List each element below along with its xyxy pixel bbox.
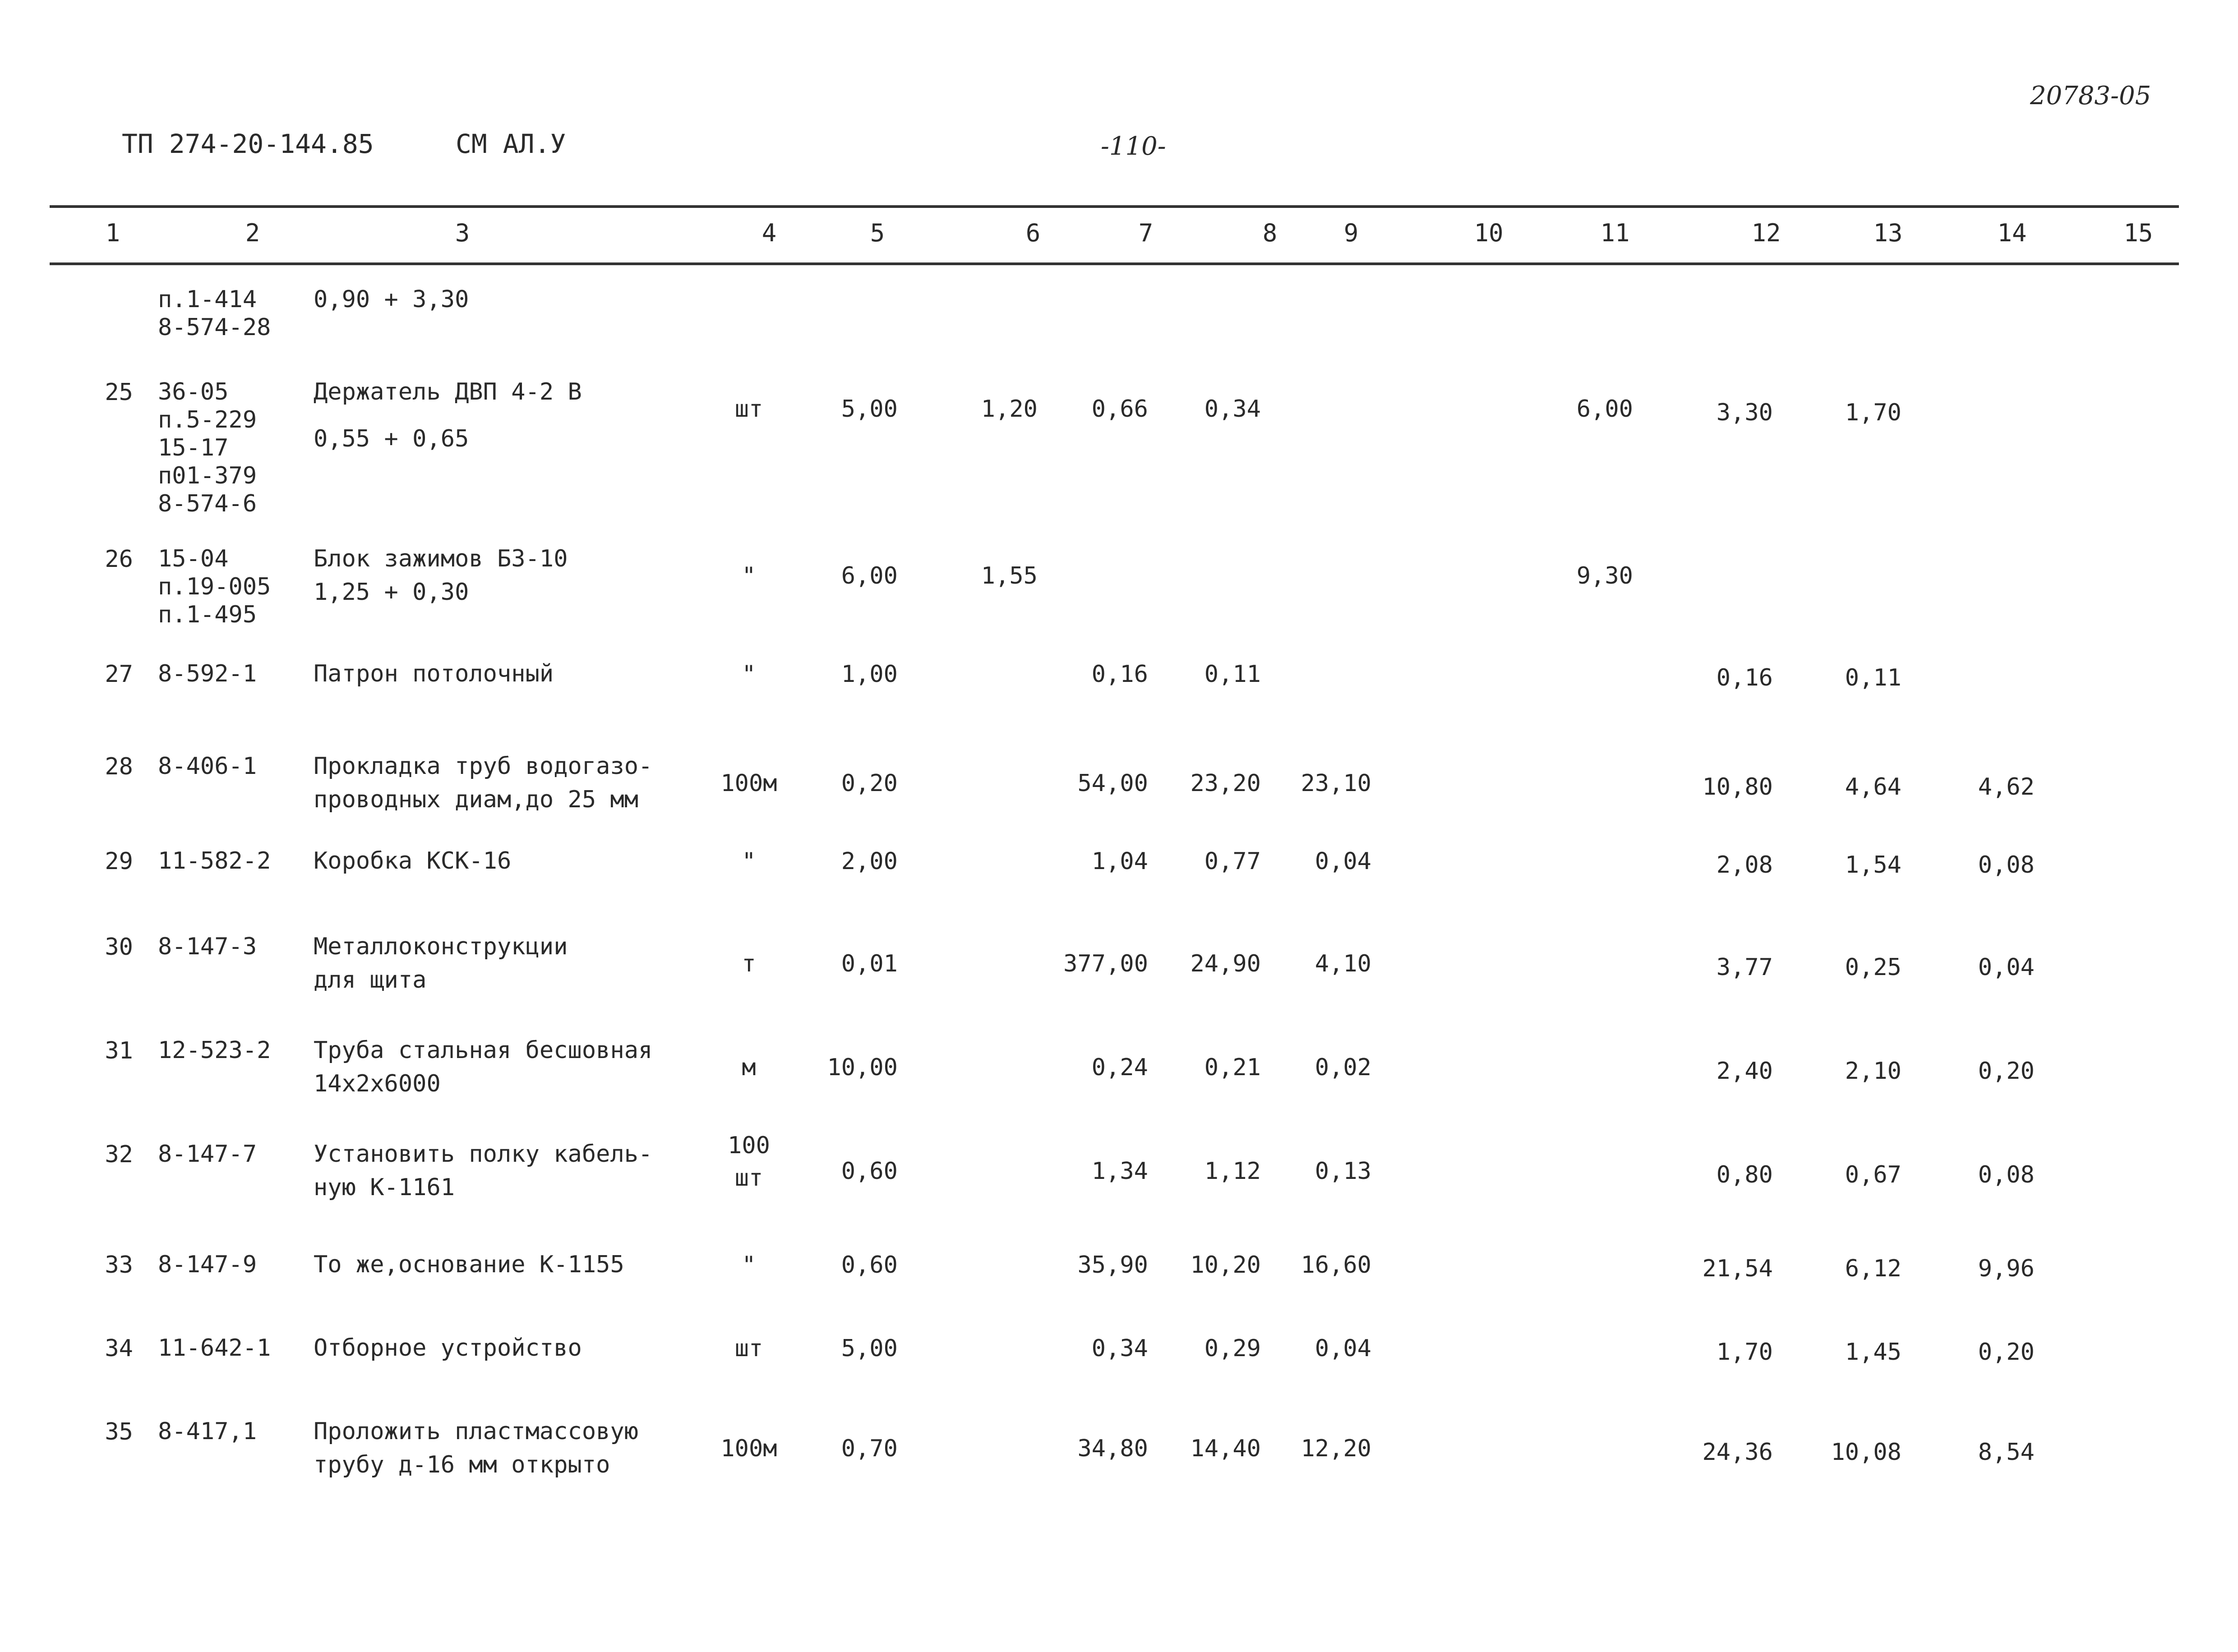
row-name: Держатель ДВП 4-2 В <box>314 378 582 405</box>
cell-col-8: 0,77 <box>1204 848 1261 875</box>
row-number: 25 <box>105 379 133 406</box>
row-name: 0,55 + 0,65 <box>314 425 469 452</box>
row-name: 14х2х6000 <box>314 1070 441 1097</box>
row-number: 33 <box>105 1252 133 1279</box>
row-code: 12-523-2 <box>158 1037 271 1064</box>
row-name: Металлоконструкции <box>314 933 568 960</box>
cell-col-13: 1,45 <box>1845 1339 1901 1366</box>
cell-col-11: 6,00 <box>1576 396 1633 423</box>
column-number-12: 12 <box>1751 219 1781 247</box>
row-unit: шт <box>734 396 763 423</box>
cell-col-7: 0,24 <box>1091 1054 1148 1081</box>
row-number: 30 <box>105 934 133 961</box>
row-name: То же,основание К-1155 <box>314 1251 624 1278</box>
row-number: 35 <box>105 1418 133 1445</box>
cell-col-13: 6,12 <box>1845 1255 1901 1282</box>
cell-col-9: 0,04 <box>1315 848 1371 875</box>
cell-col-13: 4,64 <box>1845 773 1901 801</box>
table-top-rule <box>50 205 2179 208</box>
cell-col-7: 54,00 <box>1077 770 1148 797</box>
row-name: 0,90 + 3,30 <box>314 286 469 313</box>
row-name: Установить полку кабель- <box>314 1141 653 1168</box>
cell-col-8: 23,20 <box>1190 770 1261 797</box>
cell-col-5: 0,01 <box>841 950 898 977</box>
column-number-14: 14 <box>1997 219 2027 247</box>
cell-col-7: 377,00 <box>1063 950 1148 977</box>
cell-col-13: 0,25 <box>1845 954 1901 981</box>
cell-col-9: 12,20 <box>1301 1435 1371 1462</box>
row-number: 29 <box>105 848 133 875</box>
row-name: трубу д-16 мм открыто <box>314 1451 610 1478</box>
document-code: ТП 274-20-144.85 <box>122 129 374 159</box>
row-code: 11-582-2 <box>158 847 271 874</box>
cell-col-11: 9,30 <box>1576 562 1633 589</box>
cell-col-13: 0,11 <box>1845 664 1901 691</box>
row-code: п.1-495 <box>158 601 257 628</box>
cell-col-7: 0,66 <box>1091 396 1148 423</box>
column-number-15: 15 <box>2123 219 2153 247</box>
row-code: п.1-414 <box>158 286 257 313</box>
row-name: 1,25 + 0,30 <box>314 579 469 606</box>
row-code: 15-04 <box>158 545 229 572</box>
cell-col-13: 2,10 <box>1845 1058 1901 1085</box>
cell-col-13: 1,70 <box>1845 399 1901 426</box>
cell-col-9: 4,10 <box>1315 950 1371 977</box>
cell-col-7: 1,34 <box>1091 1158 1148 1185</box>
cell-col-7: 0,34 <box>1091 1335 1148 1362</box>
row-code: п.5-229 <box>158 406 257 433</box>
row-name: Прокладка труб водогазо- <box>314 753 653 780</box>
cell-col-12: 24,36 <box>1702 1439 1773 1466</box>
cell-col-14: 0,08 <box>1978 1161 2035 1188</box>
row-name: Блок зажимов БЗ-10 <box>314 545 568 572</box>
column-number-7: 7 <box>1138 219 1154 247</box>
cell-col-9: 0,04 <box>1315 1335 1371 1362</box>
cell-col-6: 1,55 <box>981 562 1038 589</box>
row-number: 26 <box>105 546 133 573</box>
cell-col-8: 0,29 <box>1204 1335 1261 1362</box>
column-number-8: 8 <box>1262 219 1278 247</box>
cell-col-12: 2,40 <box>1716 1058 1773 1085</box>
cell-col-5: 10,00 <box>827 1054 898 1081</box>
page-number: -110- <box>1101 132 1166 161</box>
cell-col-5: 0,60 <box>841 1158 898 1185</box>
cell-col-8: 0,21 <box>1204 1054 1261 1081</box>
row-number: 28 <box>105 753 133 780</box>
row-unit: 100 <box>728 1132 770 1159</box>
cell-col-5: 5,00 <box>841 1335 898 1362</box>
column-number-9: 9 <box>1343 219 1359 247</box>
row-number: 32 <box>105 1141 133 1168</box>
cell-col-6: 1,20 <box>981 396 1038 423</box>
cell-col-14: 9,96 <box>1978 1255 2035 1282</box>
row-name: Труба стальная бесшовная <box>314 1037 653 1064</box>
row-code: 8-147-7 <box>158 1141 257 1168</box>
cell-col-7: 0,16 <box>1091 661 1148 688</box>
column-number-1: 1 <box>105 219 120 247</box>
cell-col-9: 0,02 <box>1315 1054 1371 1081</box>
cell-col-12: 0,16 <box>1716 664 1773 691</box>
cell-col-12: 1,70 <box>1716 1339 1773 1366</box>
row-unit: " <box>742 562 756 589</box>
cell-col-12: 3,77 <box>1716 954 1773 981</box>
column-number-13: 13 <box>1873 219 1903 247</box>
column-number-5: 5 <box>870 219 885 247</box>
cell-col-8: 14,40 <box>1190 1435 1261 1462</box>
row-unit: т <box>742 950 756 977</box>
row-code: 36-05 <box>158 378 229 405</box>
cell-col-14: 4,62 <box>1978 773 2035 801</box>
row-unit: шт <box>734 1335 763 1362</box>
row-number: 31 <box>105 1037 133 1064</box>
row-unit: 100м <box>720 1435 777 1462</box>
cell-col-13: 10,08 <box>1831 1439 1901 1466</box>
row-code: п01-379 <box>158 462 257 489</box>
row-code: 8-147-3 <box>158 933 257 960</box>
row-code: 8-417,1 <box>158 1418 257 1445</box>
cell-col-5: 1,00 <box>841 661 898 688</box>
row-unit: " <box>742 1252 756 1279</box>
cell-col-8: 10,20 <box>1190 1252 1261 1279</box>
cell-col-14: 0,20 <box>1978 1339 2035 1366</box>
column-number-10: 10 <box>1474 219 1504 247</box>
row-code: 8-574-6 <box>158 490 257 517</box>
cell-col-9: 0,13 <box>1315 1158 1371 1185</box>
cell-col-8: 0,11 <box>1204 661 1261 688</box>
row-name: Проложить пластмассовую <box>314 1418 639 1445</box>
row-code: 11-642-1 <box>158 1334 271 1362</box>
row-code: 8-147-9 <box>158 1251 257 1278</box>
row-unit: м <box>742 1054 756 1081</box>
row-name: ную К-1161 <box>314 1174 455 1201</box>
cell-col-5: 0,70 <box>841 1435 898 1462</box>
row-name: Коробка КСК-16 <box>314 847 512 874</box>
row-name: Патрон потолочный <box>314 660 554 687</box>
cell-col-7: 1,04 <box>1091 848 1148 875</box>
cell-col-5: 5,00 <box>841 396 898 423</box>
cell-col-13: 0,67 <box>1845 1161 1901 1188</box>
row-code: 8-574-28 <box>158 314 271 341</box>
cell-col-14: 0,08 <box>1978 851 2035 879</box>
cell-col-14: 8,54 <box>1978 1439 2035 1466</box>
cell-col-9: 23,10 <box>1301 770 1371 797</box>
cell-col-5: 2,00 <box>841 848 898 875</box>
cell-col-12: 21,54 <box>1702 1255 1773 1282</box>
row-unit: 100м <box>720 770 777 797</box>
column-number-6: 6 <box>1025 219 1041 247</box>
row-name: проводных диам,до 25 мм <box>314 786 639 813</box>
cell-col-5: 0,60 <box>841 1252 898 1279</box>
cell-col-12: 3,30 <box>1716 399 1773 426</box>
section-code: СМ АЛ.У <box>456 129 566 159</box>
table-header-rule <box>50 262 2179 265</box>
row-unit: " <box>742 848 756 875</box>
row-number: 27 <box>105 661 133 688</box>
column-number-3: 3 <box>455 219 470 247</box>
stamp-number: 20783-05 <box>2030 81 2151 110</box>
row-code: 15-17 <box>158 434 229 461</box>
column-number-2: 2 <box>245 219 260 247</box>
row-code: 8-406-1 <box>158 753 257 780</box>
cell-col-8: 0,34 <box>1204 396 1261 423</box>
cell-col-12: 10,80 <box>1702 773 1773 801</box>
cell-col-12: 0,80 <box>1716 1161 1773 1188</box>
row-unit: шт <box>734 1164 763 1192</box>
cell-col-8: 24,90 <box>1190 950 1261 977</box>
cell-col-13: 1,54 <box>1845 851 1901 879</box>
row-code: п.19-005 <box>158 573 271 600</box>
cell-col-5: 6,00 <box>841 562 898 589</box>
row-code: 8-592-1 <box>158 660 257 687</box>
cell-col-5: 0,20 <box>841 770 898 797</box>
column-number-4: 4 <box>761 219 777 247</box>
row-number: 34 <box>105 1335 133 1362</box>
cell-col-9: 16,60 <box>1301 1252 1371 1279</box>
cell-col-7: 34,80 <box>1077 1435 1148 1462</box>
column-number-11: 11 <box>1600 219 1630 247</box>
row-unit: " <box>742 661 756 688</box>
cell-col-14: 0,04 <box>1978 954 2035 981</box>
cell-col-12: 2,08 <box>1716 851 1773 879</box>
cell-col-8: 1,12 <box>1204 1158 1261 1185</box>
cell-col-14: 0,20 <box>1978 1058 2035 1085</box>
cell-col-7: 35,90 <box>1077 1252 1148 1279</box>
row-name: Отборное устройство <box>314 1334 582 1362</box>
row-name: для щита <box>314 966 427 994</box>
